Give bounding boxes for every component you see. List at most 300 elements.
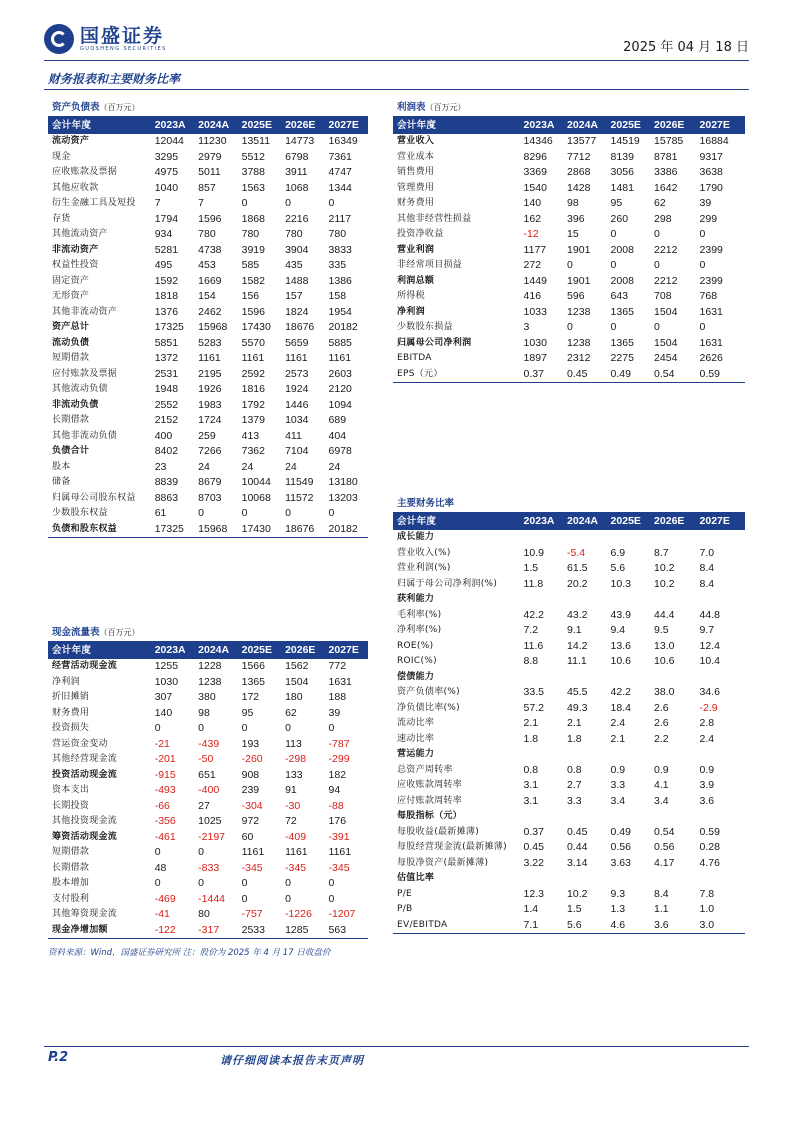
row-label: 筹资活动现金流: [52, 831, 118, 842]
row-value: [654, 670, 699, 686]
row-value: [611, 670, 655, 686]
row-value: 2533: [241, 923, 265, 936]
row-value: 13.6: [610, 639, 631, 652]
row-value: 7.8: [699, 887, 715, 900]
header-year: 2025E: [610, 119, 641, 131]
table-row: [393, 670, 745, 686]
header-year: 2023A: [154, 644, 186, 656]
row-value: 12.4: [699, 639, 720, 652]
row-value: 1.4: [523, 903, 539, 915]
row-value: 2603: [328, 367, 352, 380]
row-value: 563: [328, 923, 347, 936]
table-row: [48, 367, 368, 383]
row-value: 780: [241, 228, 260, 240]
row-value: 45.5: [567, 686, 588, 698]
table-title-text: 资产负债表: [52, 102, 100, 113]
row-value: 0: [285, 722, 291, 734]
row-label: 投资净收益: [397, 229, 444, 239]
row-value: [654, 809, 699, 825]
row-value: [611, 592, 655, 608]
balance-sheet-table: [48, 100, 368, 538]
row-value: 708: [654, 290, 672, 302]
row-value: -21: [154, 737, 170, 750]
row-value: 1033: [523, 305, 547, 318]
row-value: [700, 747, 745, 763]
row-value: 5512: [241, 150, 265, 163]
row-value: 1596: [241, 305, 265, 318]
row-value: 34.6: [699, 686, 720, 698]
table-row: [48, 429, 368, 445]
row-label: 总资产周转率: [397, 764, 453, 775]
row-value: 2008: [610, 274, 634, 287]
table-row: [393, 902, 745, 918]
company-logo: [44, 24, 167, 54]
table-row: [393, 716, 745, 732]
row-value: 11.8: [523, 577, 544, 590]
table-row: [48, 845, 368, 861]
row-label: 其他流动资产: [52, 229, 108, 239]
row-value: 95: [610, 197, 623, 209]
row-value: 39: [699, 197, 712, 209]
row-value: 596: [567, 290, 585, 302]
table-title-text: 主要财务比率: [397, 498, 455, 509]
row-value: 162: [523, 212, 542, 225]
row-value: 1566: [241, 660, 265, 672]
row-value: 1365: [610, 305, 634, 318]
row-value: [654, 592, 699, 608]
row-value: [654, 871, 699, 887]
row-value: [567, 592, 611, 608]
row-label: 现金: [52, 151, 71, 162]
row-value: 2.4: [610, 717, 626, 729]
row-value: 62: [285, 706, 297, 719]
row-value: 3.14: [567, 856, 588, 869]
header-label: 会计年度: [52, 120, 92, 131]
row-value: 1926: [198, 383, 222, 395]
row-value: 1094: [328, 398, 352, 411]
table-row: [393, 181, 745, 197]
row-value: 2212: [654, 243, 678, 256]
row-value: 7: [154, 197, 161, 209]
row-value: 0.49: [610, 825, 631, 838]
row-value: 23: [154, 460, 167, 473]
row-value: 1161: [285, 352, 308, 364]
row-value: -915: [154, 768, 176, 781]
row-value: 0.9: [610, 763, 626, 776]
row-label: 现金净增加额: [52, 924, 108, 935]
row-value: 3911: [285, 166, 308, 178]
row-value: 1897: [523, 352, 547, 364]
table-row: [393, 305, 745, 321]
row-value: 400: [154, 429, 173, 442]
row-value: 0.37: [523, 367, 544, 380]
row-value: 2399: [699, 274, 723, 287]
row-value: -41: [154, 908, 170, 920]
row-value: 27: [198, 799, 210, 812]
row-value: 17430: [241, 321, 271, 333]
row-value: 7104: [285, 445, 309, 457]
table-row: [48, 289, 368, 305]
row-value: 10.2: [654, 577, 675, 590]
row-value: 14346: [523, 135, 553, 147]
row-label: 每股净资产(最新摊薄): [397, 857, 489, 868]
row-value: [700, 809, 745, 825]
row-value: 1372: [154, 352, 179, 364]
row-value: 0.49: [610, 367, 631, 380]
row-label: 应收账款周转率: [397, 780, 463, 790]
table-row: [48, 134, 368, 150]
table-row: [48, 690, 368, 706]
row-label: 营运能力: [397, 749, 435, 759]
row-value: 0.59: [699, 825, 720, 838]
table-title: [48, 100, 368, 117]
row-value: 48: [154, 861, 167, 874]
table-row: [48, 460, 368, 476]
row-value: 33.5: [523, 686, 544, 698]
row-value: 0: [198, 507, 204, 519]
row-value: 20182: [328, 321, 358, 333]
row-value: 3.3: [567, 794, 582, 807]
table-row: [48, 150, 368, 166]
row-value: 2462: [198, 305, 222, 318]
row-label: 估值比率: [397, 873, 435, 883]
row-value: 2152: [154, 414, 179, 426]
row-value: 2.6: [654, 717, 669, 729]
footer-disclaimer: 请仔细阅读本报告末页声明: [220, 1054, 364, 1067]
row-value: -493: [154, 784, 176, 796]
row-label: 净利润: [52, 676, 80, 687]
row-value: 0: [567, 259, 573, 271]
row-value: -345: [285, 861, 307, 874]
row-value: 689: [328, 414, 347, 426]
row-value: 0.59: [699, 367, 720, 380]
row-value: 24: [285, 460, 297, 473]
row-label: 营业利润: [397, 244, 435, 255]
row-value: 0.8: [523, 763, 539, 776]
row-value: 1228: [198, 660, 222, 672]
row-value: 307: [154, 691, 173, 703]
row-value: 57.2: [523, 701, 544, 714]
row-value: 193: [241, 737, 260, 750]
header-year: 2023A: [154, 119, 186, 131]
table-row: [393, 918, 745, 934]
row-value: 3: [523, 321, 530, 333]
row-value: -391: [328, 830, 350, 843]
row-label: 经营活动现金流: [52, 661, 118, 671]
row-value: 1.0: [699, 903, 715, 915]
row-value: 1924: [285, 383, 309, 395]
row-value: 9.7: [699, 624, 715, 636]
row-label: 其他投资现金流: [52, 816, 118, 826]
row-value: 8679: [198, 476, 222, 488]
row-value: 7.2: [523, 624, 539, 636]
row-value: [567, 871, 611, 887]
row-value: 3.3: [610, 779, 626, 791]
row-label: 营业收入(%): [397, 547, 451, 558]
row-value: 8781: [654, 150, 678, 163]
row-value: 1563: [241, 181, 265, 194]
row-value: 0: [328, 197, 335, 209]
row-value: 3.63: [610, 856, 631, 869]
row-value: 3788: [241, 166, 265, 178]
row-value: 20182: [328, 522, 358, 535]
row-value: 1596: [198, 212, 222, 225]
row-value: 2.1: [567, 717, 582, 729]
table-row: [48, 274, 368, 290]
row-value: 3369: [523, 166, 547, 178]
row-value: 140: [154, 706, 173, 719]
header-year: 2026E: [285, 119, 316, 131]
row-value: 3.1: [523, 794, 539, 807]
row-value: 1631: [328, 675, 352, 688]
row-value: -1226: [285, 908, 312, 920]
row-label: 净利率(%): [397, 625, 442, 635]
row-value: 404: [328, 429, 347, 442]
row-label: 营业成本: [397, 151, 435, 162]
row-value: 1025: [198, 815, 222, 827]
row-value: 2.8: [699, 717, 715, 729]
row-value: [567, 530, 611, 546]
row-value: 1901: [567, 274, 591, 287]
header-year: 2024A: [198, 644, 230, 656]
row-value: 0.8: [567, 763, 582, 776]
row-value: 1161: [241, 846, 265, 858]
table-row: [393, 856, 745, 872]
row-value: 1365: [241, 675, 265, 688]
row-value: 3638: [699, 166, 723, 178]
row-value: 42.2: [610, 686, 631, 698]
row-label: 折旧摊销: [52, 692, 90, 702]
table-unit: （百万元）: [425, 103, 466, 112]
row-value: 651: [198, 768, 216, 781]
table-title: [393, 496, 745, 513]
row-value: 4.17: [654, 856, 675, 869]
row-value: 10.2: [654, 562, 675, 574]
row-value: 0.28: [699, 841, 720, 853]
row-value: 1068: [285, 181, 309, 194]
row-value: 20.2: [567, 577, 588, 590]
row-value: 42.2: [523, 608, 544, 621]
table-row: [48, 320, 368, 336]
row-value: 335: [328, 259, 347, 271]
header-year: 2024A: [198, 119, 230, 131]
table-row: [48, 923, 368, 939]
row-value: 1790: [699, 181, 723, 194]
row-value: 80: [198, 908, 210, 920]
page-header: [44, 22, 749, 60]
row-value: 158: [328, 290, 347, 302]
row-label: 长期投资: [52, 800, 90, 811]
row-value: 2312: [567, 352, 591, 364]
row-value: 5570: [241, 336, 265, 349]
row-value: -304: [241, 799, 263, 812]
row-value: 1446: [285, 398, 309, 411]
row-value: 4.6: [610, 918, 626, 931]
table-row: [48, 444, 368, 460]
row-value: [567, 747, 611, 763]
row-value: 1794: [154, 212, 179, 225]
row-label: 无形资产: [52, 291, 90, 301]
row-value: 0: [328, 892, 335, 905]
table-row: [48, 783, 368, 799]
row-value: 2195: [198, 367, 222, 380]
header-label: 会计年度: [52, 645, 92, 656]
row-value: [700, 670, 745, 686]
row-value: 0.56: [610, 841, 631, 853]
table-row: [393, 778, 745, 794]
row-value: 0: [154, 846, 161, 858]
row-value: 38.0: [654, 686, 675, 698]
row-value: 6978: [328, 445, 352, 457]
row-value: 2117: [328, 212, 352, 225]
row-value: 1631: [699, 305, 723, 318]
row-value: [611, 747, 655, 763]
cash-flow-table: [48, 625, 368, 939]
row-value: 2.1: [523, 717, 539, 729]
row-value: 3.9: [699, 779, 715, 791]
row-label: 流动资产: [52, 136, 90, 146]
table-row: [48, 861, 368, 877]
table-row: [393, 289, 745, 305]
table-row: [393, 351, 745, 367]
row-label: 归属母公司股东权益: [52, 492, 136, 503]
row-value: 18676: [285, 321, 315, 333]
row-value: 2573: [285, 367, 309, 380]
row-value: 1376: [154, 305, 179, 318]
table-row: [48, 522, 368, 538]
row-value: 18.4: [610, 701, 631, 714]
row-value: 2531: [154, 367, 179, 380]
table-row: [48, 227, 368, 243]
row-value: 8.7: [654, 546, 669, 559]
row-value: 5011: [198, 166, 221, 178]
row-value: 0: [285, 507, 291, 519]
table-row: [48, 814, 368, 830]
row-value: 1481: [610, 181, 634, 194]
header-year: 2023A: [523, 515, 555, 527]
row-value: 61: [154, 507, 167, 519]
row-value: 585: [241, 259, 260, 271]
row-label: 其他筹资现金流: [52, 909, 118, 919]
row-value: -345: [328, 861, 350, 874]
row-value: 453: [198, 259, 216, 271]
row-label: 其他非流动负债: [52, 430, 118, 441]
header-year: 2026E: [654, 119, 685, 131]
row-value: 8839: [154, 476, 179, 488]
table-row: [393, 561, 745, 577]
row-value: 0: [654, 259, 660, 271]
row-value: -50: [198, 753, 214, 765]
row-value: 0: [285, 197, 291, 209]
table-row: [48, 737, 368, 753]
row-label: 储备: [52, 477, 71, 487]
row-value: 1449: [523, 274, 547, 287]
row-label: 应付账款及票据: [52, 368, 118, 379]
row-value: 0: [241, 722, 248, 734]
row-value: 10044: [241, 476, 271, 488]
row-value: -345: [241, 861, 263, 874]
row-value: 972: [241, 815, 260, 827]
header-year: 2026E: [285, 644, 316, 656]
row-value: 435: [285, 259, 303, 271]
header-year: 2023A: [523, 119, 555, 131]
row-value: 2592: [241, 367, 265, 380]
header-year: 2025E: [241, 119, 272, 131]
table-row: [48, 721, 368, 737]
row-label: 股本增加: [52, 878, 90, 888]
row-value: 1868: [241, 212, 265, 225]
row-value: 416: [523, 290, 542, 302]
row-value: 239: [241, 784, 260, 796]
row-value: 188: [328, 691, 347, 703]
row-value: 4738: [198, 243, 222, 256]
row-value: 0.45: [567, 825, 588, 838]
row-label: 速动比率: [397, 733, 435, 744]
row-value: 3056: [610, 166, 634, 178]
table-row: [393, 592, 745, 608]
financial-ratios-table: [393, 496, 745, 934]
table-row: [393, 763, 745, 779]
row-value: [524, 747, 568, 763]
table-row: [48, 305, 368, 321]
table-unit: （百万元）: [99, 628, 140, 637]
row-value: 5851: [154, 336, 179, 349]
row-value: 396: [567, 212, 585, 225]
row-value: 14.2: [567, 639, 588, 652]
row-value: 1255: [154, 660, 179, 672]
row-value: [524, 592, 568, 608]
row-value: -787: [328, 737, 350, 750]
row-value: 5885: [328, 336, 352, 349]
row-value: 15968: [198, 321, 228, 333]
row-value: 2212: [654, 274, 678, 287]
row-value: 1.1: [654, 903, 669, 915]
row-value: 0.54: [654, 367, 675, 380]
row-value: 5.6: [610, 562, 626, 574]
row-value: 4.76: [699, 856, 720, 869]
row-label: 长期借款: [52, 415, 90, 425]
row-value: -66: [154, 799, 170, 812]
row-label: 所得税: [397, 291, 425, 301]
table-row: [48, 876, 368, 892]
row-label: 每股收益(最新摊薄): [397, 826, 480, 837]
row-value: 60: [241, 830, 254, 843]
row-value: 1365: [610, 336, 634, 349]
row-value: 11549: [285, 476, 314, 488]
row-label: 资产总计: [52, 322, 90, 332]
row-value: [524, 670, 568, 686]
row-value: 0: [198, 722, 204, 734]
row-label: 衍生金融工具及短投: [52, 198, 136, 208]
row-value: 8.8: [523, 655, 539, 667]
section-divider: [44, 89, 749, 90]
row-value: 10.6: [654, 655, 675, 667]
row-value: 495: [154, 259, 173, 271]
row-value: [611, 530, 655, 546]
row-value: 18676: [285, 522, 315, 535]
row-value: 8.4: [699, 562, 715, 574]
row-value: 780: [328, 228, 347, 240]
row-label: 非流动负债: [52, 399, 99, 410]
row-label: 净负债比率(%): [397, 702, 460, 713]
row-value: 2979: [198, 150, 222, 163]
row-label: 流动比率: [397, 718, 435, 728]
row-value: 0: [699, 321, 706, 333]
row-value: 49.3: [567, 701, 588, 714]
row-value: 62: [654, 197, 666, 209]
row-value: 157: [285, 290, 303, 302]
row-label: 其他应收款: [52, 182, 99, 193]
